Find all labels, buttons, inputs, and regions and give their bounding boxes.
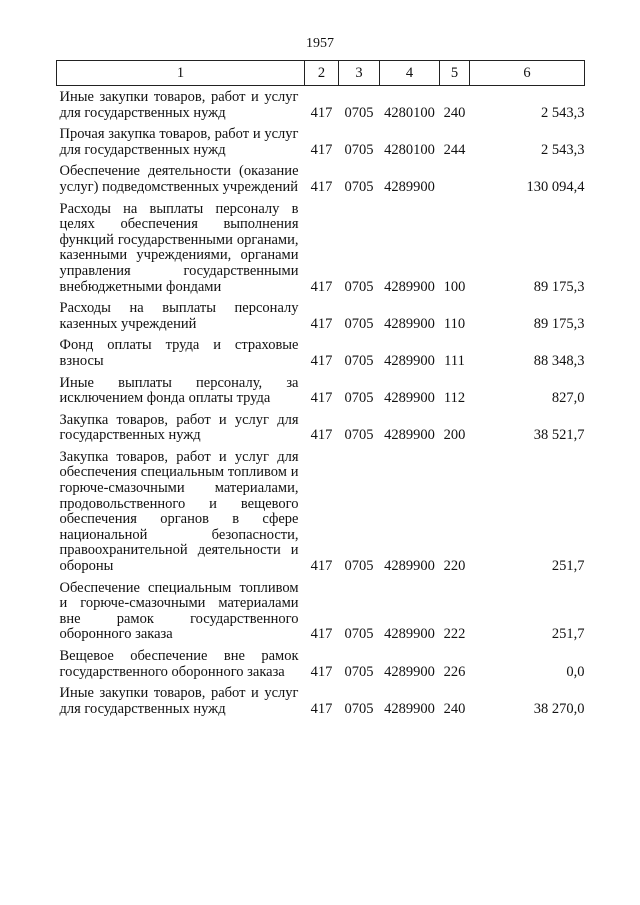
section-code: 0705 <box>344 663 374 680</box>
row-description: Обеспечение специальным топливом и горюче-смазочными материалами вне рамок государственного оборонного заказа <box>59 579 299 643</box>
section-code: 0705 <box>344 315 374 332</box>
target-article-code: 4289900 <box>384 427 435 444</box>
table-row <box>57 680 585 717</box>
page-number: 1957 <box>306 36 334 51</box>
amount: 89 175,3 <box>533 278 585 295</box>
ministry-code: 417 <box>310 178 333 195</box>
section-code: 0705 <box>344 390 374 407</box>
row-description: Расходы на выплаты персоналу казенных учреждений <box>59 300 299 332</box>
table-row <box>57 643 585 680</box>
table-row <box>57 444 585 575</box>
column-header: 6 <box>470 61 585 86</box>
row-description: Обеспечение деятельности (оказание услуг) подведомственных учреждений <box>59 163 299 195</box>
section-code: 0705 <box>344 352 374 369</box>
expense-type-code: 240 <box>443 700 466 717</box>
amount: 0,0 <box>566 663 585 680</box>
amount: 89 175,3 <box>533 315 585 332</box>
column-header: 5 <box>440 61 470 86</box>
target-article-code: 4289900 <box>384 390 435 407</box>
table-row <box>57 370 585 407</box>
expense-type-code: 222 <box>443 626 466 643</box>
amount: 88 348,3 <box>533 352 585 369</box>
expense-type-code: 111 <box>444 352 465 369</box>
column-header: 2 <box>305 61 339 86</box>
table-row <box>57 158 585 195</box>
row-description: Иные закупки товаров, работ и услуг для государственных нужд <box>59 89 299 121</box>
section-code: 0705 <box>344 700 374 717</box>
ministry-code: 417 <box>310 427 333 444</box>
target-article-code: 4289900 <box>384 278 435 295</box>
table-row <box>57 121 585 158</box>
column-header: 1 <box>57 61 305 86</box>
expense-type-code: 240 <box>443 104 466 121</box>
row-description: Иные закупки товаров, работ и услуг для государственных нужд <box>59 685 299 717</box>
section-code: 0705 <box>344 104 374 121</box>
expense-type-code: 200 <box>443 427 466 444</box>
row-description: Иные выплаты персоналу, за исключением фонда оплаты труда <box>59 374 299 407</box>
target-article-code: 4289900 <box>384 352 435 369</box>
target-article-code: 4289900 <box>384 663 435 680</box>
target-article-code: 4280100 <box>384 104 435 121</box>
row-description: Прочая закупка товаров, работ и услуг для государственных нужд <box>59 126 299 158</box>
expense-type-code: 110 <box>443 315 466 332</box>
column-header: 4 <box>380 61 440 86</box>
amount: 2 543,3 <box>541 104 585 121</box>
column-header: 3 <box>339 61 380 86</box>
ministry-code: 417 <box>310 663 333 680</box>
section-code: 0705 <box>344 626 374 643</box>
table-row <box>57 575 585 643</box>
section-code: 0705 <box>344 558 374 575</box>
ministry-code: 417 <box>310 141 333 158</box>
expense-type-code: 100 <box>443 278 466 295</box>
amount: 827,0 <box>551 390 585 407</box>
row-description: Фонд оплаты труда и страховые взносы <box>59 337 299 369</box>
ministry-code: 417 <box>310 390 333 407</box>
column-number-row <box>57 61 585 86</box>
section-code: 0705 <box>344 427 374 444</box>
amount: 130 094,4 <box>526 178 585 195</box>
row-description: Вещевое обеспечение вне рамок государственного оборонного заказа <box>59 648 299 680</box>
target-article-code: 4289900 <box>384 315 435 332</box>
amount: 38 521,7 <box>533 427 585 444</box>
section-code: 0705 <box>344 278 374 295</box>
table-row <box>57 332 585 369</box>
table-row <box>57 86 585 122</box>
target-article-code: 4289900 <box>384 178 435 195</box>
target-article-code: 4289900 <box>384 700 435 717</box>
row-description: Закупка товаров, работ и услуг для государственных нужд <box>59 411 299 444</box>
section-code: 0705 <box>344 141 374 158</box>
budget-table <box>56 60 585 717</box>
amount: 38 270,0 <box>533 700 585 717</box>
ministry-code: 417 <box>310 104 333 121</box>
target-article-code: 4289900 <box>384 558 435 575</box>
expense-type-code: 220 <box>443 558 466 575</box>
ministry-code: 417 <box>310 278 333 295</box>
expense-type-code: 112 <box>443 390 466 407</box>
amount: 251,7 <box>551 558 585 575</box>
ministry-code: 417 <box>310 700 333 717</box>
table-row <box>57 407 585 444</box>
row-description: Расходы на выплаты персоналу в целях обеспечения выполнения функций государственными органами, казенными учреждениями, органами управления государственными внебюджетными фондами <box>59 200 299 295</box>
row-description: Закупка товаров, работ и услуг для обеспечения специальным топливом и горюче-смазочными материалами, продовольственного и вещевого обеспечения органов в сфере национальной безопасности, правоохранительной деятельности и обороны <box>59 448 299 575</box>
amount: 2 543,3 <box>541 141 585 158</box>
ministry-code: 417 <box>310 626 333 643</box>
table-row <box>57 295 585 332</box>
expense-type-code: 244 <box>443 141 466 158</box>
table-body <box>57 86 585 718</box>
amount: 251,7 <box>551 626 585 643</box>
section-code: 0705 <box>344 178 374 195</box>
target-article-code: 4289900 <box>384 626 435 643</box>
ministry-code: 417 <box>310 352 333 369</box>
table-row <box>57 196 585 296</box>
expense-type-code: 226 <box>443 663 466 680</box>
target-article-code: 4280100 <box>384 141 435 158</box>
expense-type-code <box>440 158 470 195</box>
ministry-code: 417 <box>310 315 333 332</box>
ministry-code: 417 <box>310 558 333 575</box>
